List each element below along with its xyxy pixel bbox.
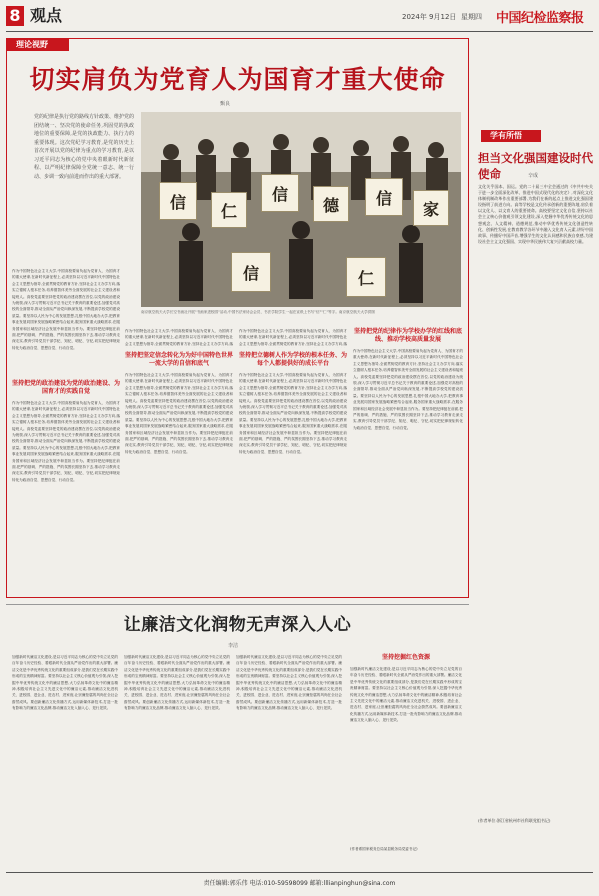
masthead-date: 2024年 9月12日 [402,13,457,21]
right-article-title: 担当文化强国建设时代使命 [478,151,593,181]
bottom-article-col1: 加强新时代廉洁文化建设,是以习近平同志为核心的党中央立足党的百年奋斗历史经验、着眼新时代全面从严治党作出的重大部署。廉洁文化是中华优秀传统文化的重要组成部分,是我们党在长期实践中形成的宝贵精神财富。要坚持以社会主义核心价值观为引领,深入挖掘中华优秀传统文化中的廉洁思想,大力弘扬革命文化中的廉洁精神,积极培育社会主义先进文化中的廉洁元素,推动廉洁文化进机关、进校园、进企业、进农村、进家庭,让崇廉拒腐的风尚在全社会蔚然成风。要创新廉洁文化传播方式,运用新媒体新技术,打造一批有影响力的廉洁文化品牌,推动廉洁文化入脑入心、见行见效。 [12,655,118,711]
calligraphy-sheet-4: 德 [313,186,349,222]
bottom-article-footer-note: (作者系国家税务总局某县税务局党委书记) [350,847,418,851]
calligraphy-sheet-2: 仁 [211,192,247,228]
column-tag-theory-label: 理论视野 [16,40,48,49]
top-article-lead: 党的纪律是执行党的路线方针政策、维护党的团结统一、坚决党的使命任务,巩固党的执政地位的重要保障,是党的执政能力、执行力的重要体现。这次党纪学习教育,是党的历史上首次开展以党的纪律为重点的学习教育,是以习近平同志为核心的党中央着眼新时代新征程、以严明纪律保障全党统一意志、统一行动、步调一致向前进而作出的重大部署。 [34,114,134,180]
top-article-heading-3: 坚持把立德树人作为学校的根本任务、为每个人都提供好的成长平台 [239,352,348,367]
calligraphy-sheet-8: 仁 [346,257,386,297]
bottom-article-col2: 加强新时代廉洁文化建设,是以习近平同志为核心的党中央立足党的百年奋斗历史经验、着眼新时代全面从严治党作出的重大部署。廉洁文化是中华优秀传统文化的重要组成部分,是我们党在长期实践中形成的宝贵精神财富。要坚持以社会主义核心价值观为引领,深入挖掘中华优秀传统文化中的廉洁思想,大力弘扬革命文化中的廉洁精神,积极培育社会主义先进文化中的廉洁元素,推动廉洁文化进机关、进校园、进企业、进农村、进家庭,让崇廉拒腐的风尚在全社会蔚然成风。要创新廉洁文化传播方式,运用新媒体新技术,打造一批有影响力的廉洁文化品牌,推动廉洁文化入脑入心、见行见效。 [124,655,230,711]
top-article-col1-intro: 作为中国特色社会主义大学,中国高校要肩负起为党育人、为国育才的重大使命,在新时代新征程上,必须坚持以习近平新时代中国特色社会主义思想为指导,全面贯彻党的教育方针,坚持社会主义办学方向,落实立德树人根本任务,培养德智体美劳全面发展的社会主义建设者和接班人。高校党委要坚持把党的政治建设摆在首位,以党的政治建设为统领,深入学习贯彻习近平总书记关于教育的重要论述,加强党对高校的全面领导,推动全面从严治党向纵深发展,不断提高学校党的建设质量。要坚持以人民为中心的发展思想,扎根中国大地办大学,把教育事业发展同国家发展战略紧密结合起来,服务国家重大战略需求,在服务国家和区域经济社会发展中彰显担当作为。要坚持把纪律挺在前面,把严的基调、严的措施、严的氛围长期坚持下去,推动学习教育走深走实,教育引导党员干部学纪、知纪、明纪、守纪,切实把纪律规矩转化为政治自觉、思想自觉、行动自觉。 [12,269,120,350]
calligraphy-sheet-6: 家 [413,190,449,226]
top-article-photo [141,112,461,307]
bottom-article-byline: 李洁 [228,643,239,649]
top-article-heading-1: 坚持把党的政治建设为党的政治建设、为国育才的实践自觉 [12,380,121,395]
right-article-body: 文化关乎国本、国运。党的二十届三中全会通过的《中共中央关于进一步全面深化改革、推进中国式现代化的决定》,对深化文化体制机制改革作出重要部署,为我们在新的起点上推进文化强国建设指明了前进方向。高等学校是文化传承创新的重要阵地,肩负着以文化人、以文育人的重要使命。高校要坚定文化自信,坚持以社会主义核心价值观引领文化建设,深入挖掘中华优秀传统文化的思想观念、人文精神、道德规范,推动中华优秀传统文化创造性转化、创新性发展,在教育教学各环节中融入文化育人元素,讲好中国故事、传播好中国声音,增强学生的文化认同感和民族自豪感,为建设社会主义文化强国、实现中华民族伟大复兴贡献高校力量。 [478,184,593,244]
section-divider [6,604,469,605]
bottom-article-heading: 坚持挖掘红色资源 [381,654,430,661]
right-article-footer-note: (作者单位:浙江省杭州市社科联党组书记) [478,818,551,823]
top-article-col1-body: 作为中国特色社会主义大学,中国高校要肩负起为党育人、为国育才的重大使命,在新时代新征程上,必须坚持以习近平新时代中国特色社会主义思想为指导,全面贯彻党的教育方针,坚持社会主义办学方向,落实立德树人根本任务,培养德智体美劳全面发展的社会主义建设者和接班人。高校党委要坚持把党的政治建设摆在首位,以党的政治建设为统领,深入学习贯彻习近平总书记关于教育的重要论述,加强党对高校的全面领导,推动全面从严治党向纵深发展,不断提高学校党的建设质量。要坚持以人民为中心的发展思想,扎根中国大地办大学,把教育事业发展同国家发展战略紧密结合起来,服务国家重大战略需求,在服务国家和区域经济社会发展中彰显担当作为。要坚持把纪律挺在前面,把严的基调、严的措施、严的氛围长期坚持下去,推动学习教育走深走实,教育引导党员干部学纪、知纪、明纪、守纪,切实把纪律规矩转化为政治自觉、思想自觉、行动自觉。 [12,401,120,482]
top-article-heading-2: 坚持把坚定信念转化为为好中国特色世界一流大学的自信和底气 [125,352,234,367]
column-tag-learning-label: 学有所悟 [490,131,522,140]
calligraphy-sheet-1: 信 [159,182,197,220]
bottom-article-title: 让廉洁文化润物无声深入人心 [123,615,352,635]
bottom-article-col3: 加强新时代廉洁文化建设,是以习近平同志为核心的党中央立足党的百年奋斗历史经验、着眼新时代全面从严治党作出的重大部署。廉洁文化是中华优秀传统文化的重要组成部分,是我们党在长期实践中形成的宝贵精神财富。要坚持以社会主义核心价值观为引领,深入挖掘中华优秀传统文化中的廉洁思想,大力弘扬革命文化中的廉洁精神,积极培育社会主义先进文化中的廉洁元素,推动廉洁文化进机关、进校园、进企业、进农村、进家庭,让崇廉拒腐的风尚在全社会蔚然成风。要创新廉洁文化传播方式,运用新媒体新技术,打造一批有影响力的廉洁文化品牌,推动廉洁文化入脑入心、见行见效。 [236,655,342,711]
calligraphy-sheet-7: 信 [231,252,271,292]
top-article-col3-body: 作为中国特色社会主义大学,中国高校要肩负起为党育人、为国育才的重大使命,在新时代新征程上,必须坚持以习近平新时代中国特色社会主义思想为指导,全面贯彻党的教育方针,坚持社会主义办学方向,落实立德树人根本任务,培养德智体美劳全面发展的社会主义建设者和接班人。高校党委要坚持把党的政治建设摆在首位,以党的政治建设为统领,深入学习贯彻习近平总书记关于教育的重要论述,加强党对高校的全面领导,推动全面从严治党向纵深发展,不断提高学校党的建设质量。要坚持以人民为中心的发展思想,扎根中国大地办大学,把教育事业发展同国家发展战略紧密结合起来,服务国家重大战略需求,在服务国家和区域经济社会发展中彰显担当作为。要坚持把纪律挺在前面,把严的基调、严的措施、严的氛围长期坚持下去,推动学习教育走深走实,教育引导党员干部学纪、知纪、明纪、守纪,切实把纪律规矩转化为政治自觉、思想自觉、行动自觉。 [239,373,347,454]
calligraphy-sheet-3: 信 [261,174,299,212]
top-article-col2-intro: 作为中国特色社会主义大学,中国高校要肩负起为党育人、为国育才的重大使命,在新时代新征程上,必须坚持以习近平新时代中国特色社会主义思想为指导,全面贯彻党的教育方针,坚持社会主义办学方向,落 [125,329,233,346]
masthead-weekday: 星期四 [461,13,482,21]
section-name: 观点 [30,6,63,25]
bottom-article-col4: 加强新时代廉洁文化建设,是以习近平同志为核心的党中央立足党的百年奋斗历史经验、着眼新时代全面从严治党作出的重大部署。廉洁文化是中华优秀传统文化的重要组成部分,是我们党在长期实践中形成的宝贵精神财富。要坚持以社会主义核心价值观为引领,深入挖掘中华优秀传统文化中的廉洁思想,大力弘扬革命文化中的廉洁精神,积极培育社会主义先进文化中的廉洁元素,推动廉洁文化进机关、进校园、进企业、进农村、进家庭,让崇廉拒腐的风尚在全社会蔚然成风。要创新廉洁文化传播方式,运用新媒体新技术,打造一批有影响力的廉洁文化品牌,推动廉洁文化入脑入心、见行见效。 [350,667,462,723]
page-number: 8 [9,6,21,25]
footer-editor-line: 责任编辑:郭乐伟 电话:010-59598099 邮箱:lllianpinghun@sina.com [203,880,396,887]
top-article-byline: 甄良 [220,101,231,107]
footer-rule [6,872,593,873]
top-article-title: 切实肩负为党育人为国育才重大使命 [29,65,446,94]
top-article-heading-4: 坚持把党的纪律作为学校办学的红线和底线、推动学校高质量发展 [353,328,462,343]
top-article-col3-intro: 作为中国特色社会主义大学,中国高校要肩负起为党育人、为国育才的重大使命,在新时代新征程上,必须坚持以习近平新时代中国特色社会主义思想为指导,全面贯彻党的教育方针,坚持社会主义办学方向,落 [239,329,347,346]
photo-caption: 南京航空航天大学长空书画社开展"书画家进校园"活动,中国书法家协会会员、书法学院学生一起在宣纸上书写"信""仁"等字。南京航空航天大学供图 [141,310,375,314]
paper-name-logo: 中国纪检监察报 [496,11,584,26]
top-article-col4-body: 作为中国特色社会主义大学,中国高校要肩负起为党育人、为国育才的重大使命,在新时代新征程上,必须坚持以习近平新时代中国特色社会主义思想为指导,全面贯彻党的教育方针,坚持社会主义办学方向,落实立德树人根本任务,培养德智体美劳全面发展的社会主义建设者和接班人。高校党委要坚持把党的政治建设摆在首位,以党的政治建设为统领,深入学习贯彻习近平总书记关于教育的重要论述,加强党对高校的全面领导,推动全面从严治党向纵深发展,不断提高学校党的建设质量。要坚持以人民为中心的发展思想,扎根中国大地办大学,把教育事业发展同国家发展战略紧密结合起来,服务国家重大战略需求,在服务国家和区域经济社会发展中彰显担当作为。要坚持把纪律挺在前面,把严的基调、严的措施、严的氛围长期坚持下去,推动学习教育走深走实,教育引导党员干部学纪、知纪、明纪、守纪,切实把纪律规矩转化为政治自觉、思想自觉、行动自觉。 [353,349,463,430]
calligraphy-sheet-5: 信 [365,178,403,216]
right-article-byline: 辛成 [528,173,539,179]
masthead [0,0,599,32]
masthead-rule [6,31,593,32]
top-article-col2-body: 作为中国特色社会主义大学,中国高校要肩负起为党育人、为国育才的重大使命,在新时代新征程上,必须坚持以习近平新时代中国特色社会主义思想为指导,全面贯彻党的教育方针,坚持社会主义办学方向,落实立德树人根本任务,培养德智体美劳全面发展的社会主义建设者和接班人。高校党委要坚持把党的政治建设摆在首位,以党的政治建设为统领,深入学习贯彻习近平总书记关于教育的重要论述,加强党对高校的全面领导,推动全面从严治党向纵深发展,不断提高学校党的建设质量。要坚持以人民为中心的发展思想,扎根中国大地办大学,把教育事业发展同国家发展战略紧密结合起来,服务国家重大战略需求,在服务国家和区域经济社会发展中彰显担当作为。要坚持把纪律挺在前面,把严的基调、严的措施、严的氛围长期坚持下去,推动学习教育走深走实,教育引导党员干部学纪、知纪、明纪、守纪,切实把纪律规矩转化为政治自觉、思想自觉、行动自觉。 [125,373,233,454]
